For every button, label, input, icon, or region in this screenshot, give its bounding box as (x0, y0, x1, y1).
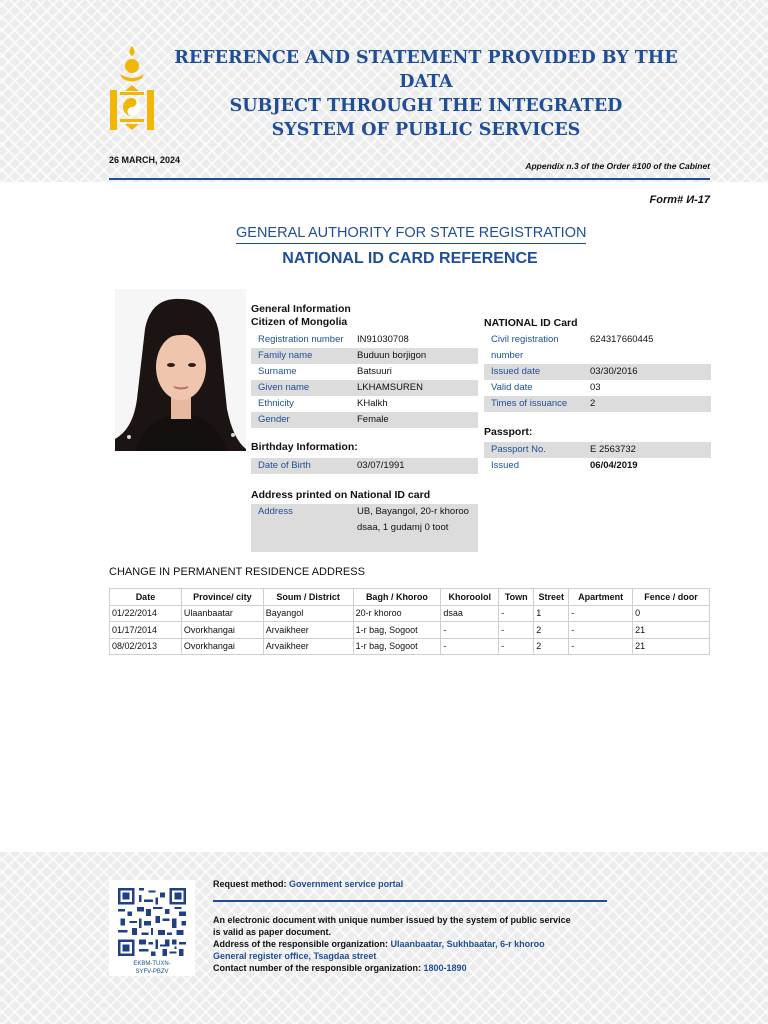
form-number: Form# И-17 (649, 194, 710, 206)
qr-code-card (109, 880, 195, 976)
table-cell: - (499, 622, 534, 639)
table-cell: 2 (534, 638, 569, 655)
info-row (484, 332, 711, 364)
residence-table (109, 588, 710, 655)
info-row (484, 458, 711, 474)
request-method-link[interactable]: Government service portal (289, 879, 404, 889)
field-value: 03/30/2016 (590, 366, 638, 377)
field-value: 2 (590, 398, 596, 409)
soyombo-emblem-icon (108, 44, 156, 132)
column-header: Street (534, 589, 569, 606)
issue-date: 26 MARCH, 2024 (109, 155, 181, 165)
table-cell: 01/22/2014 (110, 605, 182, 622)
table-row (110, 622, 710, 639)
table-cell: 1-r bag, Sogoot (353, 622, 441, 639)
passport-table (484, 442, 711, 474)
field-label: Times of issuance (491, 398, 568, 409)
header-divider (109, 178, 710, 180)
id-card-table (484, 332, 711, 412)
citizenship-title: Citizen of Mongolia (251, 316, 348, 328)
general-info-heading (251, 303, 351, 329)
info-row (484, 442, 711, 458)
column-header: Khoroolol (441, 589, 499, 606)
table-cell: Ulaanbaatar (181, 605, 263, 622)
info-row (251, 364, 478, 380)
info-row (484, 396, 711, 412)
id-card-heading: NATIONAL ID Card (484, 317, 578, 329)
organization-contact (213, 962, 571, 974)
table-cell: 08/02/2013 (110, 638, 182, 655)
field-label: Ethnicity (258, 398, 294, 409)
field-value: Buduun borjigon (357, 350, 427, 361)
appendix-note: Appendix n.3 of the Order #100 of the Cabinet (525, 161, 710, 171)
info-row (484, 380, 711, 396)
field-value: E 2563732 (590, 444, 636, 455)
column-header: Bagh / Khoroo (353, 589, 441, 606)
field-label: Civil registration number (491, 334, 559, 361)
table-cell: 21 (633, 638, 710, 655)
contact-label: Contact number of the responsible organization: (213, 963, 422, 973)
table-cell: 20-r khoroo (353, 605, 441, 622)
info-row (251, 504, 478, 552)
authority-name: GENERAL AUTHORITY FOR STATE REGISTRATION (236, 225, 586, 244)
notice-line: An electronic document with unique number issued by the system of public service (213, 915, 571, 925)
header-title-line: SYSTEM OF PUBLIC SERVICES (271, 120, 581, 140)
field-label: Date of Birth (258, 460, 311, 471)
field-label: Surname (258, 366, 297, 377)
table-cell: - (569, 605, 633, 622)
table-cell: Ovorkhangai (181, 622, 263, 639)
field-value: UB, Bayangol, 20-r khoroo dsaa, 1 gudamj 0 toot (357, 506, 469, 533)
info-row (251, 396, 478, 412)
birthday-table (251, 458, 478, 474)
field-label: Issued date (491, 366, 541, 377)
field-label: Registration number (258, 334, 344, 345)
column-header: Soum / District (263, 589, 353, 606)
birthday-heading: Birthday Information: (251, 441, 358, 453)
table-cell: - (569, 622, 633, 639)
residence-section-title: CHANGE IN PERMANENT RESIDENCE ADDRESS (109, 566, 365, 578)
field-value: KHalkh (357, 398, 388, 409)
table-cell: dsaa (441, 605, 499, 622)
request-method-label: Request method: (213, 879, 287, 889)
table-cell: 0 (633, 605, 710, 622)
table-header-row (110, 589, 710, 606)
field-value: 03 (590, 382, 601, 393)
citizen-photo (115, 289, 246, 451)
field-label: Given name (258, 382, 310, 393)
general-info-title: General Information (251, 303, 351, 315)
table-cell: 01/17/2014 (110, 622, 182, 639)
table-row (110, 638, 710, 655)
document-code (109, 960, 195, 976)
field-value: 03/07/1991 (357, 460, 405, 471)
info-row (251, 380, 478, 396)
info-row (251, 332, 478, 348)
field-value: 624317660445 (590, 334, 654, 345)
column-header: Apartment (569, 589, 633, 606)
header-title-line: SUBJECT THROUGH THE INTEGRATED (229, 96, 623, 116)
table-cell: - (569, 638, 633, 655)
info-row (251, 458, 478, 474)
address-value: Ulaanbaatar, Sukhbaatar, 6-r khoroo (390, 939, 545, 949)
table-cell: - (499, 605, 534, 622)
table-cell: - (499, 638, 534, 655)
field-value: 06/04/2019 (590, 460, 638, 471)
field-label: Passport No. (491, 444, 546, 455)
column-header: Fence / door (633, 589, 710, 606)
field-label: Address (258, 506, 293, 517)
header-title-line: REFERENCE AND STATEMENT PROVIDED BY THE DATA (174, 48, 678, 92)
table-cell: Bayangol (263, 605, 353, 622)
footer-divider (213, 900, 607, 902)
document-code-line: SYFV-PBZV (135, 969, 169, 975)
field-value: Female (357, 414, 389, 425)
table-cell: Ovorkhangai (181, 638, 263, 655)
notice-line: is valid as paper document. (213, 927, 332, 937)
request-method (213, 878, 403, 890)
field-label: Issued (491, 460, 519, 471)
column-header: Province/ city (181, 589, 263, 606)
field-value: IN91030708 (357, 334, 409, 345)
contact-number[interactable]: 1800-1890 (423, 963, 467, 973)
general-info-table (251, 332, 478, 428)
document-header-title (150, 46, 702, 142)
table-cell: Arvaikheer (263, 638, 353, 655)
info-row (251, 412, 478, 428)
address-value-line2: General register office, Tsagdaa street (213, 951, 377, 961)
table-cell: Arvaikheer (263, 622, 353, 639)
document-title: NATIONAL ID CARD REFERENCE (282, 250, 538, 267)
address-table (251, 504, 478, 552)
column-header: Date (110, 589, 182, 606)
field-label: Family name (258, 350, 313, 361)
qr-code-icon[interactable] (118, 888, 186, 956)
passport-heading: Passport: (484, 426, 533, 438)
organization-address (213, 938, 571, 950)
validity-notice (213, 914, 571, 974)
field-value: LKHAMSUREN (357, 382, 423, 393)
field-label: Gender (258, 414, 290, 425)
document-code-line: EKBM-TUXN- (133, 961, 171, 967)
table-cell: 1 (534, 605, 569, 622)
table-cell: 21 (633, 622, 710, 639)
info-row (251, 348, 478, 364)
column-header: Town (499, 589, 534, 606)
table-cell: - (441, 622, 499, 639)
table-row (110, 605, 710, 622)
info-row (484, 364, 711, 380)
table-cell: - (441, 638, 499, 655)
table-cell: 2 (534, 622, 569, 639)
address-heading: Address printed on National ID card (251, 489, 431, 501)
field-label: Valid date (491, 382, 533, 393)
field-value: Batsuuri (357, 366, 392, 377)
table-cell: 1-r bag, Sogoot (353, 638, 441, 655)
address-label: Address of the responsible organization: (213, 939, 389, 949)
